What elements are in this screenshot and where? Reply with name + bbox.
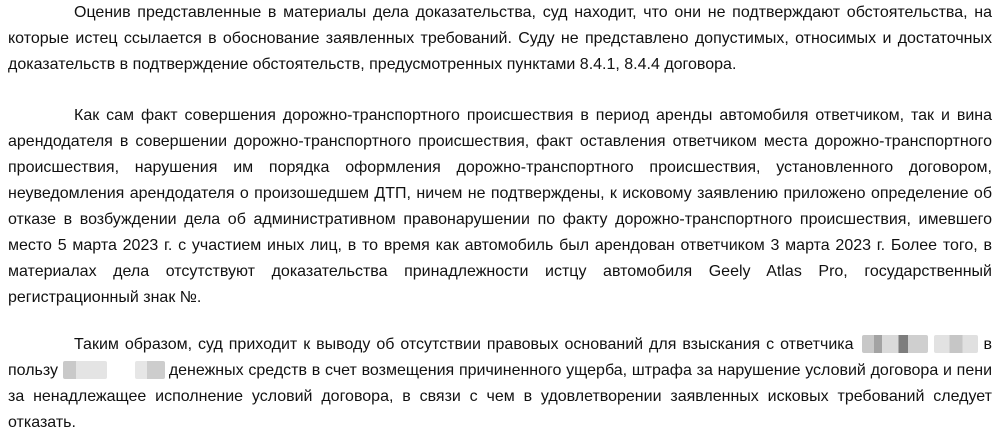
paragraph-evidence-assessment: Оценив представленные в материалы дела доказательства, суд находит, что они не подтверждают обстоятельства, на которые истец ссылается в обоснование заявленных требований. Суду не представлено допустимых, относимых и достаточных доказательств в подтверждение обстоятельств, предусмотренных пунктами 8.4.1, 8.4.4 договора. [8,4,992,73]
conclusion-text-start: Таким образом, суд приходит к выводу об отсутствии правовых оснований для взыскания с ответчика [74,336,854,353]
conclusion-text-end: денежных средств в счет возмещения причиненного ущерба, штрафа за нарушение условий договора и пени за ненадлежащее исполнение условий договора, в связи с чем в удовлетворении заявленных исковых требований следует отказать. [8,362,993,431]
paragraph-accident-facts: Как сам факт совершения дорожно-транспортного происшествия в период аренды автомобиля ответчиком, так и вина арендодателя в совершении дорожно-транспортного происшествия, факт оставления ответчиком места дорожно-транспортного происшествия, нарушения им порядка оформления дорожно-транспортного происшествия, установленного договором, неуведомления арендодателя о произошедшем ДТП, ничем не подтверждены, к исковому заявлению приложено определение об отказе в возбуждении дела об административном правонарушении по факту дорожно-транспортного происшествия, имевшего место 5 марта 2023 г. с участием иных лиц, в то время как автомобиль был арендован ответчиком 3 марта 2023 г. Более того, в материалах дела отсутствуют доказательства принадлежности истцу автомобиля Geely Atlas Pro, государственный регистрационный знак №. [8,107,992,306]
redacted-plaintiff-name [63,361,107,379]
redacted-plaintiff-name-cont [135,361,165,379]
redacted-defendant-name [862,335,928,353]
paragraph-conclusion [8,332,992,436]
conclusion-text-in-favor: в пользу [8,336,992,379]
redacted-defendant-name-cont [934,335,978,353]
